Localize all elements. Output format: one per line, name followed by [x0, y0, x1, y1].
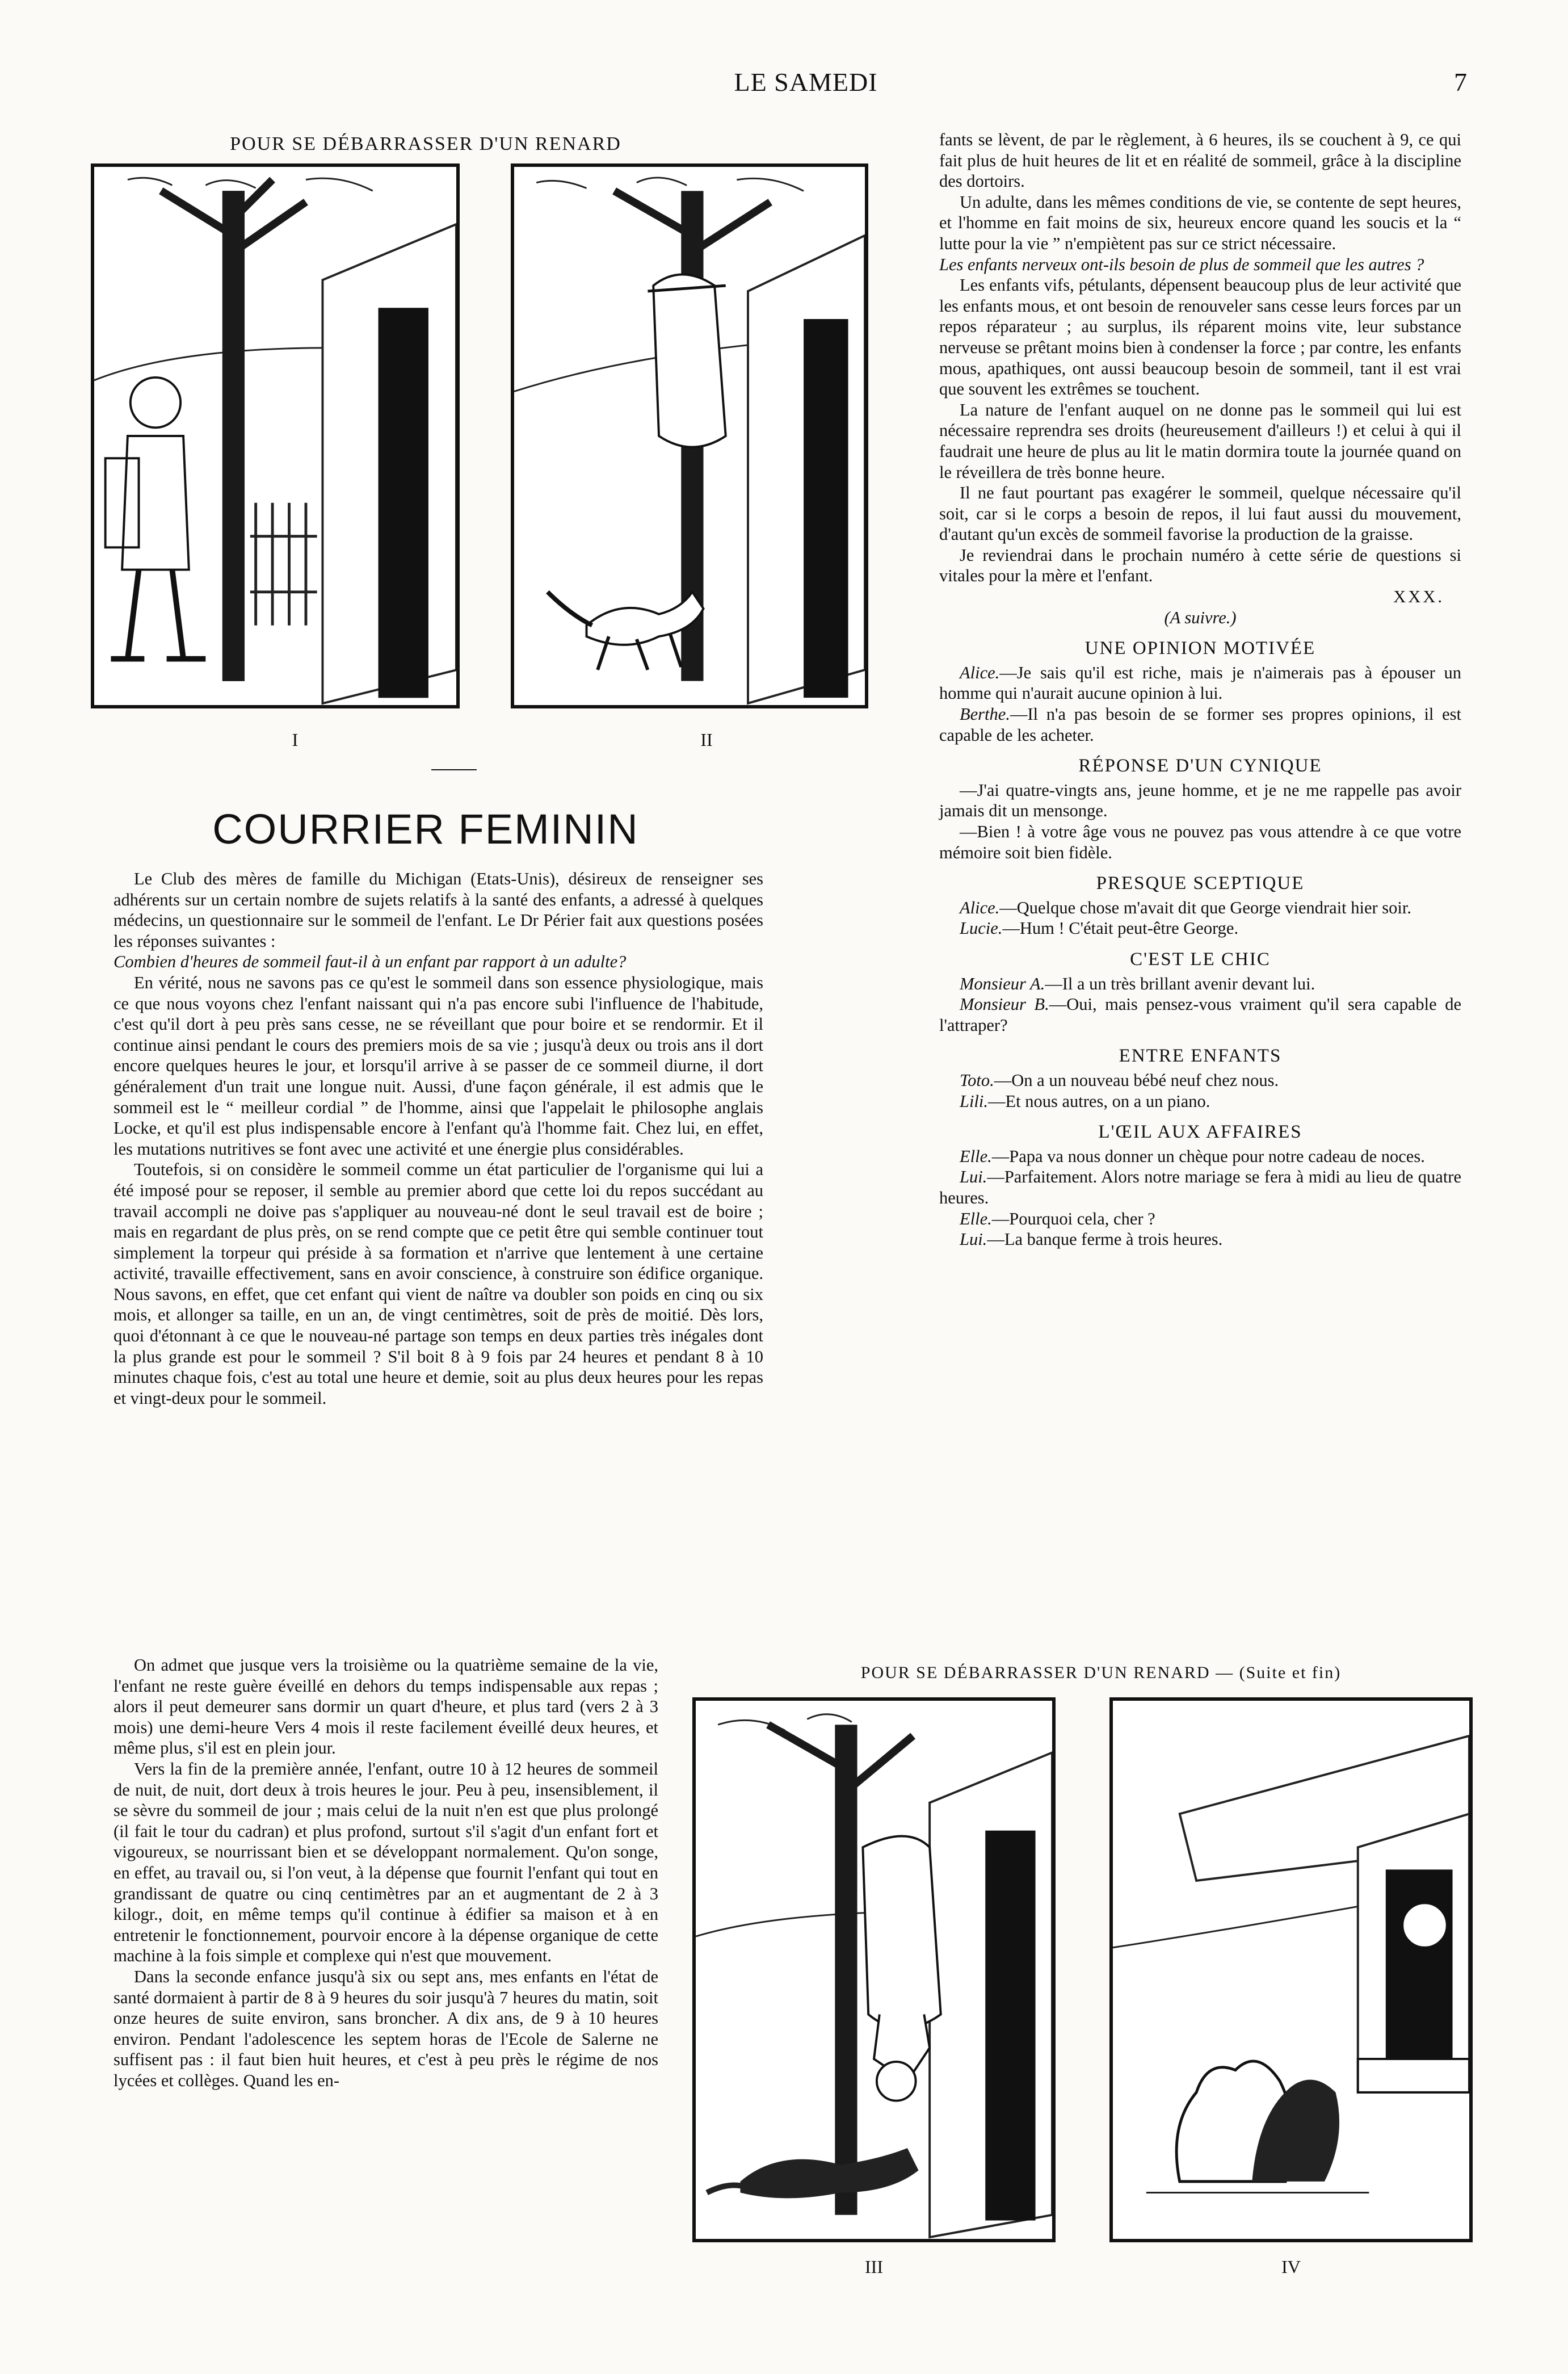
article-paragraph: Je reviendrai dans le prochain numéro à cette série de questions si vitales pour la mère et l'enfant.: [939, 545, 1461, 586]
joke-speaker: Lili.: [960, 1091, 989, 1111]
joke-speaker: Monsieur B.: [960, 995, 1049, 1014]
joke-line: [939, 704, 1461, 745]
joke-title: ENTRE ENFANTS: [1119, 1046, 1282, 1067]
panel-label-4: IV: [1281, 2256, 1301, 2277]
joke-line: [939, 1209, 1461, 1230]
joke-section: [939, 638, 1461, 745]
joke-speaker: Toto.: [960, 1070, 994, 1090]
comic-panel-4-drawing: [1113, 1701, 1469, 2239]
joke-speaker: Lui.: [960, 1230, 987, 1249]
comic-panel-2-drawing: [514, 167, 865, 705]
joke-speaker: Elle.: [960, 1146, 992, 1166]
joke-line: —Bien ! à votre âge vous ne pouvez pas vous attendre à ce que votre mémoire soit bien fidèle.: [939, 822, 1461, 862]
joke-speaker: Alice.: [960, 897, 1000, 917]
joke-speaker: Berthe.: [960, 704, 1010, 724]
joke-text: —Il a un très brillant avenir devant lui.: [1045, 974, 1315, 993]
article-paragraph: Vers la fin de la première année, l'enfant, outre 10 à 12 heures de sommeil de nuit, de nuit, dort deux à trois heures le jour. Peu à peu, insensiblement, il se sèvre du sommeil de jour ; mais celui de la nuit n'en est que plus prolongé (il fait le tour du cadran) et plus profond, surtout s'il s'agit d'un enfant fort et vigoureux, se nourrissant bien et se développant normalement. Qu'on songe, en effet, au travail ou, si l'on veut, à la dépense que fournit l'enfant qui tout en grandissant de quatre ou cinq centimètres par an et augmentant de 2 à 3 kilogr., doit, en même temps qu'il continue à édifier sa maison et à en entretenir le fonctionnement, pourvoir encore à la dépense organique de cette machine à la fois simple et complexe qui n'est que mouvement.: [113, 1759, 658, 1966]
bottom-strip-title: POUR SE DÉBARRASSER D'UN RENARD — (Suite et fin): [860, 1663, 1342, 1682]
article-paragraph: Toutefois, si on considère le sommeil comme un état particulier de l'organisme qui lui a été imposé pour se reposer, il semble au premier abord que cette loi du repos succédant au travail accompli ne doive pas s'appliquer au nouveau-né dont le seul travail est de boire ; mais en regardant de plus près, on se rend compte que ce petit être qui semble continuer tout simplement la torpeur qui préside à sa formation et n'arrive que lentement à une certaine activité, travaille effectivement, sans en avoir conscience, à construire son édifice organique. Nous savons, en effet, que cet enfant qui vient de naître va doubler son poids en cinq ou six mois, et allonger sa taille, en un an, de vingt centimètres, soit de près de moitié. Dès lors, quoi d'étonnant à ce que le nouveau-né partage son temps en deux parties très inégales dont la plus grande est pour le sommeil ? S'il boit 8 à 9 fois par 24 heures et pendant 8 à 10 minutes chaque fois, c'est au total une heure et demie, soit au plus deux heures pour les repas et vingt-deux pour le sommeil.: [113, 1160, 763, 1408]
article-question: Combien d'heures de sommeil faut-il à un enfant par rapport à un adulte?: [113, 952, 627, 972]
comic-panel-4: [1109, 1697, 1473, 2242]
joke-section: [939, 1122, 1461, 1250]
joke-speaker: Lui.: [960, 1167, 987, 1187]
joke-text: —Papa va nous donner un chèque pour notre cadeau de noces.: [991, 1146, 1425, 1166]
joke-line: [939, 1167, 1461, 1208]
joke-title: L'ŒIL AUX AFFAIRES: [1098, 1122, 1302, 1143]
article-paragraph: Les enfants vifs, pétulants, dépensent beaucoup plus de leur activité que les enfants mous, et ont besoin de renouveler sans cesse leurs forces par un repos réparateur ; au surplus, ils réparent moins vite, leur substance nerveuse se prêtant moins bien à condenser la force ; par contre, les enfants mous, apathiques, ont aussi beaucoup besoin de sommeil, tant il est vrai que souvent les extrêmes se touchent.: [939, 275, 1461, 399]
article-column-left-narrow: [113, 1655, 658, 2091]
separator-rule: [431, 769, 477, 770]
running-head: LE SAMEDI: [734, 68, 878, 97]
joke-text: —Parfaitement. Alors notre mariage se fera à midi au lieu de quatre heures.: [939, 1167, 1461, 1207]
joke-text: —Hum ! C'était peut-être George.: [1002, 918, 1239, 938]
joke-title: UNE OPINION MOTIVÉE: [1084, 638, 1316, 659]
joke-section: [939, 1046, 1461, 1111]
comic-panel-3-drawing: [696, 1701, 1052, 2239]
joke-text: —Il n'a pas besoin de se former ses propres opinions, il est capable de les acheter.: [939, 704, 1461, 745]
article-paragraph: Un adulte, dans les mêmes conditions de vie, se contente de sept heures, et l'homme en fait moins de six, heureux encore quand les soucis et la “ lutte pour la vie ” n'empiètent pas sur ce strict nécessaire.: [939, 192, 1461, 253]
comic-panel-1: [91, 163, 460, 708]
joke-line: [939, 1146, 1461, 1167]
joke-text: —Pourquoi cela, cher ?: [991, 1209, 1155, 1228]
joke-text: —Je sais qu'il est riche, mais je n'aimerais pas à épouser un homme qui n'aurait aucune opinion à lui.: [939, 662, 1461, 703]
joke-text: —Et nous autres, on a un piano.: [988, 1091, 1210, 1111]
panel-label-3: III: [865, 2256, 883, 2277]
comic-panel-3: [692, 1697, 1056, 2242]
article-paragraph: fants se lèvent, de par le règlement, à 6 heures, ils se couchent à 9, ce qui fait plus de huit heures de lit et en réalité de sommeil, grâce à la discipline des dortoirs.: [939, 130, 1461, 191]
comic-panel-1-drawing: [94, 167, 456, 705]
panel-label-1: I: [292, 729, 299, 750]
article-paragraph: La nature de l'enfant auquel on ne donne pas le sommeil qui lui est nécessaire reprendra ses droits (heureusement d'ailleurs !) et celui à qui il faudrait une heure de plus au lit le matin dormira toute la journée quand on le réveillera de très bonne heure.: [939, 400, 1461, 482]
joke-speaker: Monsieur A.: [960, 974, 1045, 993]
panel-label-2: II: [700, 729, 713, 750]
joke-text: —Oui, mais pensez-vous vraiment qu'il sera capable de l'attraper?: [939, 995, 1461, 1035]
top-strip-title: POUR SE DÉBARRASSER D'UN RENARD: [230, 133, 621, 154]
joke-line: [939, 1070, 1461, 1091]
joke-text: —La banque ferme à trois heures.: [987, 1230, 1223, 1249]
joke-text: —On a un nouveau bébé neuf chez nous.: [994, 1070, 1279, 1090]
article-column-right: [939, 129, 1461, 1250]
joke-title: RÉPONSE D'UN CYNIQUE: [1078, 756, 1322, 777]
article-signature: XXX.: [1393, 587, 1444, 607]
joke-line: [939, 897, 1461, 918]
article-paragraph: En vérité, nous ne savons pas ce qu'est le sommeil dans son essence physiologique, mais ce que nous voyons chez l'enfant naissant qui n'a pas encore subi l'influence de l'habitude, c'est qu'il dort à peu près sans cesse, ne se réveillant que pour boire et se rendormir. Et il continue ainsi pendant le cours des premiers mois de sa vie ; jusqu'à deux ou trois ans il dort encore quelques heures le jour, et lorsqu'il arrive à se passer de ce sommeil diurne, il dort généralement d'un trait une longue nuit. Aussi, d'une façon générale, il est admis que le sommeil est le “ meilleur cordial ” de l'homme, ainsi que l'appelait le philosophe anglais Locke, et qu'il est plus indispensable encore à l'enfant qu'à l'homme fait. Chez lui, en effet, les mutations nutritives se font avec une activité et une énergie plus considérables.: [113, 972, 763, 1159]
article-paragraph: Dans la seconde enfance jusqu'à six ou sept ans, mes enfants en l'état de santé dormaient à partir de 8 à 9 heures du soir jusqu'à 7 heures du matin, soit onze heures de suite environ, sans broncher. A dix ans, de 9 à 10 heures environ. Pendant l'adolescence les septem horas de l'Ecole de Salerne ne suffisent pas : il faut bien huit heures, et c'est à peu près le régime de nos lycées et collèges. Quand les en-: [113, 1966, 658, 2090]
joke-title: C'EST LE CHIC: [1130, 949, 1271, 970]
article-paragraph: Il ne faut pourtant pas exagérer le sommeil, quelque nécessaire qu'il soit, car si le corps a besoin de repos, il lui faut aussi du mouvement, d'autant qu'un excès de sommeil favorise la production de la graisse.: [939, 483, 1461, 544]
joke-line: [939, 974, 1461, 995]
article-question: Les enfants nerveux ont-ils besoin de plus de sommeil que les autres ?: [939, 254, 1424, 274]
joke-line: [939, 662, 1461, 704]
joke-line: [939, 994, 1461, 1035]
joke-section: [939, 949, 1461, 1035]
joke-line: —J'ai quatre-vingts ans, jeune homme, et je ne me rappelle pas avoir jamais dit un mensonge.: [939, 780, 1461, 821]
article-paragraph: On admet que jusque vers la troisième ou la quatrième semaine de la vie, l'enfant ne reste guère éveillé en dehors du temps indispensable aux repas ; alors il peut demeurer sans dormir un quart d'heure, et plus tard (vers 2 à 3 mois) une demi-heure Vers 4 mois il reste facilement éveillé deux heures, et même plus, s'il est en plein jour.: [113, 1655, 658, 1758]
joke-speaker: Elle.: [960, 1209, 992, 1228]
joke-line: [939, 1229, 1461, 1250]
article-column-left: [113, 869, 763, 1408]
joke-title: PRESQUE SCEPTIQUE: [1096, 873, 1305, 894]
joke-line: [939, 1091, 1461, 1112]
joke-text: —Quelque chose m'avait dit que George viendrait hier soir.: [999, 897, 1411, 917]
joke-line: [939, 918, 1461, 939]
page-number: 7: [1454, 68, 1467, 97]
joke-speaker: Alice.: [960, 662, 1000, 682]
article-heading: COURRIER FEMININ: [212, 806, 639, 853]
article-paragraph: Le Club des mères de famille du Michigan (Etats-Unis), désireux de renseigner ses adhérents sur un certain nombre de sujets relatifs à la santé des enfants, a adressé à quelques médecins, un questionnaire sur le sommeil de l'enfant. Le Dr Périer fait aux questions posées les réponses suivantes :: [113, 869, 763, 951]
joke-section: [939, 756, 1461, 863]
to-be-continued: (A suivre.): [1164, 607, 1237, 627]
comic-panel-2: [511, 163, 868, 708]
joke-section: [939, 873, 1461, 939]
joke-speaker: Lucie.: [960, 918, 1003, 938]
